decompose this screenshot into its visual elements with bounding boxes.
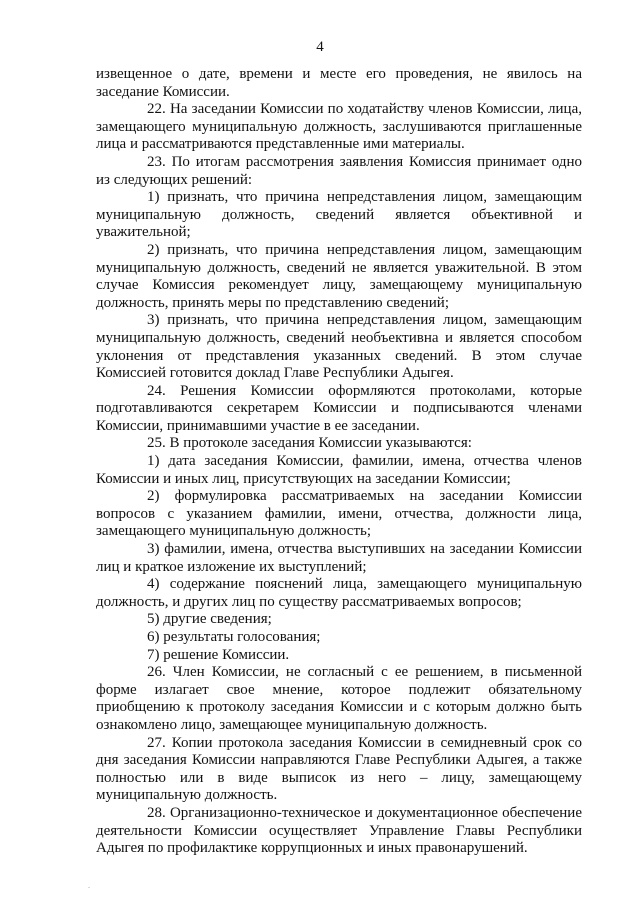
paragraph-24: 24. Решения Комиссии оформляются протоколами, которые подготавливаются секретарем Комиссии и подписываются членами Комиссии, принимавшими участие в ее заседании. — [96, 382, 582, 434]
paragraph-23: 23. По итогам рассмотрения заявления Комиссия принимает одно из следующих решений: — [96, 153, 582, 188]
paragraph-22: 22. На заседании Комиссии по ходатайству членов Комиссии, лица, замещающего муниципальную должность, заслушиваются приглашенные лица и рассматриваются представленные ими материалы. — [96, 101, 582, 153]
document-body — [96, 66, 582, 858]
page-number: 4 — [316, 39, 324, 55]
paragraph-28: 28. Организационно-техническое и документационное обеспечение деятельности Комиссии осуществляет Управление Главы Республики Адыгея по профилактике коррупционных и иных правонарушений. — [96, 804, 582, 857]
paragraph-23-item-3: 3) признать, что причина непредставления лицом, замещающим муниципальную должность, сведений необъективна и является способом уклонения от представления указанных сведений. В этом случае Комиссией готовится доклад Главе Республики Адыгея. — [96, 312, 582, 382]
paragraph-23-item-1: 1) признать, что причина непредставления лицом, замещающим муниципальную должность, сведений является объективной и уважительной; — [96, 189, 582, 241]
paragraph-25-item-5: 5) другие сведения; — [147, 611, 272, 628]
scan-mark: - — [88, 885, 90, 891]
paragraph-25: 25. В протоколе заседания Комиссии указываются: — [147, 435, 472, 452]
paragraph-continuation: извещенное о дате, времени и месте его проведения, не явилось на заседание Комиссии. — [96, 66, 582, 100]
paragraph-26: 26. Член Комиссии, не согласный с ее решением, в письменной форме излагает свое мнение, которое подлежит обязательному приобщению к протоколу заседания Комиссии и с которым должно быть ознакомлено лицо, замещающее муниципальную должность. — [96, 664, 582, 733]
paragraph-25-item-7: 7) решение Комиссии. — [147, 646, 290, 663]
paragraph-25-item-4: 4) содержание пояснений лица, замещающего муниципальную должность, и других лиц по существу рассматриваемых вопросов; — [96, 576, 582, 610]
paragraph-25-item-3: 3) фамилии, имена, отчества выступивших на заседании Комиссии лиц и краткое изложение их выступлений; — [96, 541, 582, 575]
paragraph-25-item-6: 6) результаты голосования; — [147, 629, 321, 645]
paragraph-25-item-1: 1) дата заседания Комиссии, фамилии, имена, отчества членов Комиссии и иных лиц, присутствующих на заседании Комиссии; — [96, 453, 582, 487]
paragraph-27: 27. Копии протокола заседания Комиссии в семидневный срок со дня заседания Комиссии направляются Главе Республики Адыгея, а также полностью или в виде выписок из него – лицу, замещающему муниципальную должность. — [96, 734, 582, 804]
paragraph-25-item-2: 2) формулировка рассматриваемых на заседании Комиссии вопросов с указанием фамилии, имени, отчества, должности лица, замещающего муниципальную должность; — [96, 488, 582, 540]
paragraph-23-item-2: 2) признать, что причина непредставления лицом, замещающим муниципальную должность, сведений не является уважительной. В этом случае Комиссия рекомендует лицу, замещающему муниципальную должность, принять меры по представлению сведений; — [96, 241, 582, 311]
